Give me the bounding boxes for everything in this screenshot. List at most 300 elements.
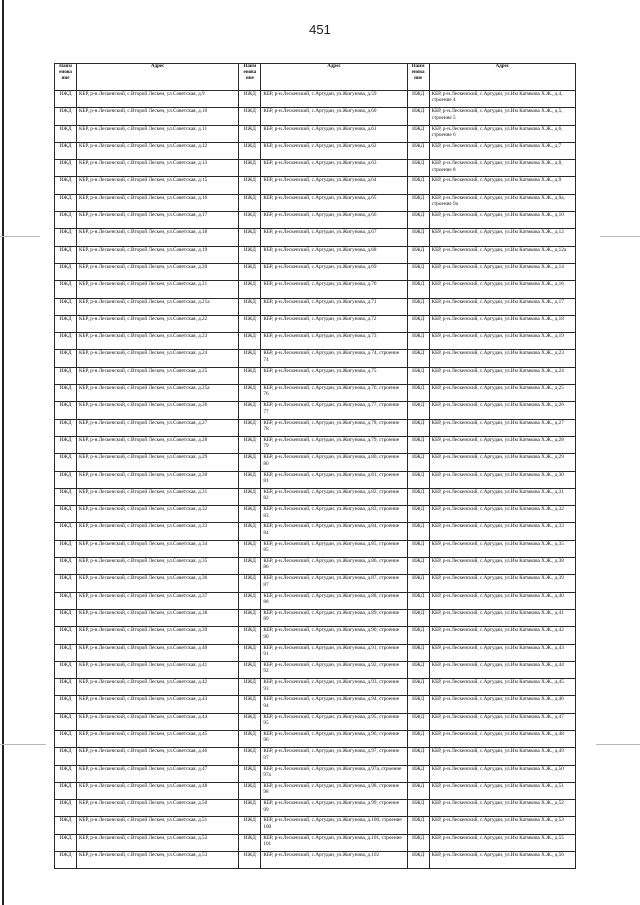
cell-type-3: ИЖД <box>407 627 429 644</box>
cell-type-2: ИЖД <box>239 488 261 505</box>
cell-address-2: КБР, р-н.Лескенский, с.Аргудан, ул.Жигунова, д.73 <box>261 333 407 350</box>
cell-type-1: ИЖД <box>55 609 77 626</box>
cell-type-2: ИЖД <box>239 540 261 557</box>
cell-type-1: ИЖД <box>55 679 77 696</box>
table-row <box>55 298 576 315</box>
cell-type-3: ИЖД <box>407 609 429 626</box>
cell-type-1: ИЖД <box>55 644 77 661</box>
cell-type-1: ИЖД <box>55 246 77 263</box>
cell-type-1: ИЖД <box>55 263 77 280</box>
cell-type-1: ИЖД <box>55 523 77 540</box>
cell-address-2: КБР, р-н.Лескенский, с.Аргудан, ул.Жигунова, д.77, строение 77 <box>261 402 407 419</box>
cell-address-1: КБР, р-н.Лескенский, с.Второй Лескен, ул.Советская, д.48 <box>77 782 239 799</box>
cell-type-2: ИЖД <box>239 730 261 747</box>
table-row <box>55 540 576 557</box>
cell-type-3: ИЖД <box>407 488 429 505</box>
cell-address-2: КБР, р-н.Лескенский, с.Аргудан, ул.Жигунова, д.82, строение 82 <box>261 488 407 505</box>
cell-address-3: КБР, р-н.Лескенский, с.Аргудан, ул.Им Катмкова Х.Ж., д.43 <box>429 644 575 661</box>
cell-address-3: КБР, р-н.Лескенский, с.Аргудан, ул.Им Катмкова Х.Ж., д.38 <box>429 558 575 575</box>
cell-type-2: ИЖД <box>239 644 261 661</box>
cell-address-3: КБР, р-н.Лескенский, с.Аргудан, ул.Им Катмкова Х.Ж., д.51 <box>429 782 575 799</box>
cell-type-3: ИЖД <box>407 644 429 661</box>
cell-type-3: ИЖД <box>407 506 429 523</box>
cell-address-3: КБР, р-н.Лескенский, с.Аргудан, ул.Им Катмкова Х.Ж., д.47 <box>429 713 575 730</box>
cell-address-2: КБР, р-н.Лескенский, с.Аргудан, ул.Жигунова, д.75 <box>261 367 407 384</box>
table-row <box>55 402 576 419</box>
table-row <box>55 592 576 609</box>
cell-address-2: КБР, р-н.Лескенский, с.Аргудан, ул.Жигунова, д.62 <box>261 142 407 159</box>
cell-type-3: ИЖД <box>407 765 429 782</box>
cell-address-3: КБР, р-н.Лескенский, с.Аргудан, ул.Им Катмкова Х.Ж., д.39 <box>429 575 575 592</box>
cell-address-1: КБР, р-н.Лескенский, с.Второй Лескен, ул.Советская, д.10 <box>77 108 239 125</box>
cell-address-1: КБР, р-н.Лескенский, с.Второй Лескен, ул.Советская, д.36 <box>77 575 239 592</box>
cell-address-1: КБР, р-н.Лескенский, с.Второй Лескен, ул.Советская, д.23 <box>77 333 239 350</box>
cell-address-3: КБР, р-н.Лескенский, с.Аргудан, ул.Им Катмкова Х.Ж., д.33 <box>429 523 575 540</box>
cell-type-1: ИЖД <box>55 298 77 315</box>
table-row <box>55 834 576 851</box>
table-row <box>55 852 576 869</box>
cell-address-2: КБР, р-н.Лескенский, с.Аргудан, ул.Жигунова, д.88, строение 88 <box>261 592 407 609</box>
cell-address-1: КБР, р-н.Лескенский, с.Второй Лескен, ул.Советская, д.9 <box>77 91 239 108</box>
cell-address-3: КБР, р-н.Лескенский, с.Аргудан, ул.Им Катмкова Х.Ж., д.30 <box>429 471 575 488</box>
cell-address-2: КБР, р-н.Лескенский, с.Аргудан, ул.Жигунова, д.83, строение 83 <box>261 506 407 523</box>
cell-type-2: ИЖД <box>239 108 261 125</box>
table-row <box>55 142 576 159</box>
cell-type-2: ИЖД <box>239 817 261 834</box>
cell-address-1: КБР, р-н.Лескенский, с.Второй Лескен, ул.Советская, д.35 <box>77 558 239 575</box>
cell-address-2: КБР, р-н.Лескенский, с.Аргудан, ул.Жигунова, д.90, строение 90 <box>261 627 407 644</box>
cell-address-2: КБР, р-н.Лескенский, с.Аргудан, ул.Жигунова, д.67 <box>261 229 407 246</box>
cell-type-2: ИЖД <box>239 852 261 869</box>
table-row <box>55 782 576 799</box>
cell-type-2: ИЖД <box>239 523 261 540</box>
cell-address-2: КБР, р-н.Лескенский, с.Аргудан, ул.Жигунова, д.79, строение 79 <box>261 436 407 453</box>
table-row <box>55 679 576 696</box>
table-row <box>55 523 576 540</box>
cell-type-3: ИЖД <box>407 661 429 678</box>
address-table <box>54 63 576 869</box>
cell-address-2: КБР, р-н.Лескенский, с.Аргудан, ул.Жигунова, д.86, строение 86 <box>261 558 407 575</box>
cell-type-1: ИЖД <box>55 471 77 488</box>
cell-address-2: КБР, р-н.Лескенский, с.Аргудан, ул.Жигунова, д.78, строение 78 <box>261 419 407 436</box>
header-type-1: Наим енова ние <box>55 64 77 91</box>
cell-address-3: КБР, р-н.Лескенский, с.Аргудан, ул.Им Катмкова Х.Ж., д.4, строение 4 <box>429 91 575 108</box>
cell-type-1: ИЖД <box>55 229 77 246</box>
cell-address-1: КБР, р-н.Лескенский, с.Второй Лескен, ул.Советская, д.19 <box>77 246 239 263</box>
table-row <box>55 367 576 384</box>
cell-address-1: КБР, р-н.Лескенский, с.Второй Лескен, ул.Советская, д.42 <box>77 679 239 696</box>
cell-address-3: КБР, р-н.Лескенский, с.Аргудан, ул.Им Катмкова Х.Ж., д.16 <box>429 281 575 298</box>
table-header-row <box>55 64 576 91</box>
cell-address-2: КБР, р-н.Лескенский, с.Аргудан, ул.Жигунова, д.68 <box>261 246 407 263</box>
cell-address-3: КБР, р-н.Лескенский, с.Аргудан, ул.Им Катмкова Х.Ж., д.40 <box>429 592 575 609</box>
cell-type-2: ИЖД <box>239 800 261 817</box>
cell-address-1: КБР, р-н.Лескенский, с.Второй Лескен, ул.Советская, д.25а <box>77 385 239 402</box>
table-row <box>55 730 576 747</box>
cell-type-3: ИЖД <box>407 817 429 834</box>
cell-type-3: ИЖД <box>407 523 429 540</box>
table-row <box>55 194 576 211</box>
cell-address-3: КБР, р-н.Лескенский, с.Аргудан, ул.Им Катмкова Х.Ж., д.28 <box>429 436 575 453</box>
cell-type-2: ИЖД <box>239 333 261 350</box>
cell-type-2: ИЖД <box>239 160 261 177</box>
cell-address-3: КБР, р-н.Лескенский, с.Аргудан, ул.Им Катмкова Х.Ж., д.7 <box>429 142 575 159</box>
cell-type-1: ИЖД <box>55 108 77 125</box>
cell-type-2: ИЖД <box>239 696 261 713</box>
cell-address-1: КБР, р-н.Лескенский, с.Второй Лескен, ул.Советская, д.26 <box>77 402 239 419</box>
header-address-3: Адрес <box>429 64 575 91</box>
cell-address-1: КБР, р-н.Лескенский, с.Второй Лескен, ул.Советская, д.16 <box>77 194 239 211</box>
cell-type-1: ИЖД <box>55 575 77 592</box>
cell-type-2: ИЖД <box>239 350 261 367</box>
table-row <box>55 800 576 817</box>
cell-address-1: КБР, р-н.Лескенский, с.Второй Лескен, ул.Советская, д.32 <box>77 506 239 523</box>
cell-type-2: ИЖД <box>239 246 261 263</box>
cell-type-3: ИЖД <box>407 160 429 177</box>
cell-type-1: ИЖД <box>55 315 77 332</box>
cell-type-2: ИЖД <box>239 212 261 229</box>
cell-address-2: КБР, р-н.Лескенский, с.Аргудан, ул.Жигунова, д.87, строение 87 <box>261 575 407 592</box>
cell-type-1: ИЖД <box>55 419 77 436</box>
cell-type-1: ИЖД <box>55 436 77 453</box>
cell-address-2: КБР, р-н.Лескенский, с.Аргудан, ул.Жигунова, д.92, строение 92 <box>261 661 407 678</box>
cell-type-3: ИЖД <box>407 367 429 384</box>
cell-type-1: ИЖД <box>55 713 77 730</box>
table-row <box>55 575 576 592</box>
cell-type-2: ИЖД <box>239 834 261 851</box>
cell-type-1: ИЖД <box>55 696 77 713</box>
table-row <box>55 506 576 523</box>
cell-address-1: КБР, р-н.Лескенский, с.Второй Лескен, ул.Советская, д.41 <box>77 661 239 678</box>
cell-address-2: КБР, р-н.Лескенский, с.Аргудан, ул.Жигунова, д.84, строение 84 <box>261 523 407 540</box>
cell-address-1: КБР, р-н.Лескенский, с.Второй Лескен, ул.Советская, д.13 <box>77 160 239 177</box>
cell-type-2: ИЖД <box>239 679 261 696</box>
cell-type-2: ИЖД <box>239 471 261 488</box>
cell-type-2: ИЖД <box>239 592 261 609</box>
cell-address-2: КБР, р-н.Лескенский, с.Аргудан, ул.Жигунова, д.66 <box>261 212 407 229</box>
cell-type-2: ИЖД <box>239 454 261 471</box>
cell-type-3: ИЖД <box>407 177 429 194</box>
cell-type-1: ИЖД <box>55 402 77 419</box>
header-type-2: Наим енова ние <box>239 64 261 91</box>
cell-address-2: КБР, р-н.Лескенский, с.Аргудан, ул.Жигунова, д.60 <box>261 108 407 125</box>
cell-address-2: КБР, р-н.Лескенский, с.Аргудан, ул.Жигунова, д.85, строение 85 <box>261 540 407 557</box>
cell-type-1: ИЖД <box>55 194 77 211</box>
table-row <box>55 229 576 246</box>
cell-type-3: ИЖД <box>407 540 429 557</box>
cell-type-2: ИЖД <box>239 281 261 298</box>
cell-address-3: КБР, р-н.Лескенский, с.Аргудан, ул.Им Катмкова Х.Ж., д.9 <box>429 177 575 194</box>
cell-type-3: ИЖД <box>407 281 429 298</box>
cell-type-3: ИЖД <box>407 91 429 108</box>
cell-address-1: КБР, р-н.Лескенский, с.Второй Лескен, ул.Советская, д.39 <box>77 627 239 644</box>
cell-address-1: КБР, р-н.Лескенский, с.Второй Лескен, ул.Советская, д.21а <box>77 298 239 315</box>
cell-address-1: КБР, р-н.Лескенский, с.Второй Лескен, ул.Советская, д.11 <box>77 125 239 142</box>
cell-address-1: КБР, р-н.Лескенский, с.Второй Лескен, ул.Советская, д.47 <box>77 765 239 782</box>
cell-address-2: КБР, р-н.Лескенский, с.Аргудан, ул.Жигунова, д.96, строение 96 <box>261 730 407 747</box>
cell-address-1: КБР, р-н.Лескенский, с.Второй Лескен, ул.Советская, д.27 <box>77 419 239 436</box>
cell-type-2: ИЖД <box>239 177 261 194</box>
cell-type-3: ИЖД <box>407 419 429 436</box>
cell-address-2: КБР, р-н.Лескенский, с.Аргудан, ул.Жигунова, д.76, строение 76 <box>261 385 407 402</box>
cell-address-3: КБР, р-н.Лескенский, с.Аргудан, ул.Им Катмкова Х.Ж., д.24 <box>429 367 575 384</box>
cell-type-2: ИЖД <box>239 298 261 315</box>
cell-type-2: ИЖД <box>239 765 261 782</box>
cell-address-3: КБР, р-н.Лескенский, с.Аргудан, ул.Им Катмкова Х.Ж., д.9а, строение 9а <box>429 194 575 211</box>
table-row <box>55 177 576 194</box>
cell-type-1: ИЖД <box>55 782 77 799</box>
cell-type-3: ИЖД <box>407 834 429 851</box>
cell-type-3: ИЖД <box>407 246 429 263</box>
cell-address-1: КБР, р-н.Лескенский, с.Второй Лескен, ул.Советская, д.43 <box>77 696 239 713</box>
cell-type-3: ИЖД <box>407 575 429 592</box>
cell-address-3: КБР, р-н.Лескенский, с.Аргудан, ул.Им Катмкова Х.Ж., д.48 <box>429 730 575 747</box>
table-row <box>55 246 576 263</box>
cell-address-2: КБР, р-н.Лескенский, с.Аргудан, ул.Жигунова, д.89, строение 89 <box>261 609 407 626</box>
cell-address-3: КБР, р-н.Лескенский, с.Аргудан, ул.Им Катмкова Х.Ж., д.56 <box>429 852 575 869</box>
cell-type-3: ИЖД <box>407 558 429 575</box>
cell-type-3: ИЖД <box>407 263 429 280</box>
cell-address-1: КБР, р-н.Лескенский, с.Второй Лескен, ул.Советская, д.21 <box>77 281 239 298</box>
table-body <box>55 91 576 869</box>
cell-address-1: КБР, р-н.Лескенский, с.Второй Лескен, ул.Советская, д.53 <box>77 852 239 869</box>
table-row <box>55 644 576 661</box>
cell-type-3: ИЖД <box>407 454 429 471</box>
cell-address-3: КБР, р-н.Лескенский, с.Аргудан, ул.Им Катмкова Х.Ж., д.8, строение 8 <box>429 160 575 177</box>
cell-address-1: КБР, р-н.Лескенский, с.Второй Лескен, ул.Советская, д.38 <box>77 609 239 626</box>
cell-address-3: КБР, р-н.Лескенский, с.Аргудан, ул.Им Катмкова Х.Ж., д.12 <box>429 229 575 246</box>
cell-type-2: ИЖД <box>239 558 261 575</box>
cell-address-2: КБР, р-н.Лескенский, с.Аргудан, ул.Жигунова, д.94, строение 94 <box>261 696 407 713</box>
cell-type-3: ИЖД <box>407 402 429 419</box>
table-row <box>55 713 576 730</box>
cell-address-2: КБР, р-н.Лескенский, с.Аргудан, ул.Жигунова, д.101, строение 101 <box>261 834 407 851</box>
table-row <box>55 315 576 332</box>
cell-type-1: ИЖД <box>55 540 77 557</box>
cell-address-2: КБР, р-н.Лескенский, с.Аргудан, ул.Жигунова, д.98, строение 98 <box>261 782 407 799</box>
cell-type-1: ИЖД <box>55 852 77 869</box>
cell-type-2: ИЖД <box>239 402 261 419</box>
table-row <box>55 609 576 626</box>
cell-type-3: ИЖД <box>407 436 429 453</box>
cell-type-1: ИЖД <box>55 125 77 142</box>
cell-type-3: ИЖД <box>407 696 429 713</box>
cell-address-2: КБР, р-н.Лескенский, с.Аргудан, ул.Жигунова, д.69 <box>261 263 407 280</box>
cell-address-3: КБР, р-н.Лескенский, с.Аргудан, ул.Им Катмкова Х.Ж., д.17 <box>429 298 575 315</box>
cell-type-1: ИЖД <box>55 800 77 817</box>
cell-type-2: ИЖД <box>239 367 261 384</box>
cell-type-2: ИЖД <box>239 142 261 159</box>
cell-type-3: ИЖД <box>407 782 429 799</box>
cell-type-3: ИЖД <box>407 730 429 747</box>
cell-address-1: КБР, р-н.Лескенский, с.Второй Лескен, ул.Советская, д.22 <box>77 315 239 332</box>
cell-address-3: КБР, р-н.Лескенский, с.Аргудан, ул.Им Катмкова Х.Ж., д.27 <box>429 419 575 436</box>
table-row <box>55 436 576 453</box>
cell-type-1: ИЖД <box>55 834 77 851</box>
cell-type-1: ИЖД <box>55 333 77 350</box>
cell-address-3: КБР, р-н.Лескенский, с.Аргудан, ул.Им Катмкова Х.Ж., д.35 <box>429 540 575 557</box>
cell-address-3: КБР, р-н.Лескенский, с.Аргудан, ул.Им Катмкова Х.Ж., д.18 <box>429 315 575 332</box>
cell-type-2: ИЖД <box>239 506 261 523</box>
cell-type-1: ИЖД <box>55 488 77 505</box>
table-row <box>55 661 576 678</box>
scan-artifact-line <box>0 236 40 237</box>
table-row <box>55 333 576 350</box>
table-row <box>55 454 576 471</box>
cell-address-3: КБР, р-н.Лескенский, с.Аргудан, ул.Им Катмкова Х.Ж., д.52 <box>429 800 575 817</box>
cell-type-2: ИЖД <box>239 748 261 765</box>
cell-type-2: ИЖД <box>239 419 261 436</box>
cell-address-2: КБР, р-н.Лескенский, с.Аргудан, ул.Жигунова, д.93, строение 93 <box>261 679 407 696</box>
scan-artifact-line <box>600 236 640 237</box>
cell-address-1: КБР, р-н.Лескенский, с.Второй Лескен, ул.Советская, д.50 <box>77 800 239 817</box>
cell-type-2: ИЖД <box>239 385 261 402</box>
cell-type-1: ИЖД <box>55 142 77 159</box>
cell-type-3: ИЖД <box>407 125 429 142</box>
cell-type-2: ИЖД <box>239 194 261 211</box>
cell-type-3: ИЖД <box>407 852 429 869</box>
cell-type-2: ИЖД <box>239 436 261 453</box>
cell-type-2: ИЖД <box>239 315 261 332</box>
cell-address-1: КБР, р-н.Лескенский, с.Второй Лескен, ул.Советская, д.15 <box>77 177 239 194</box>
header-address-2: Адрес <box>261 64 407 91</box>
cell-type-3: ИЖД <box>407 713 429 730</box>
cell-address-1: КБР, р-н.Лескенский, с.Второй Лескен, ул.Советская, д.17 <box>77 212 239 229</box>
cell-address-2: КБР, р-н.Лескенский, с.Аргудан, ул.Жигунова, д.74, строение 74 <box>261 350 407 367</box>
cell-type-1: ИЖД <box>55 558 77 575</box>
header-type-3: Наим енова ние <box>407 64 429 91</box>
cell-address-2: КБР, р-н.Лескенский, с.Аргудан, ул.Жигунова, д.91, строение 91 <box>261 644 407 661</box>
cell-type-1: ИЖД <box>55 367 77 384</box>
cell-type-2: ИЖД <box>239 91 261 108</box>
cell-address-3: КБР, р-н.Лескенский, с.Аргудан, ул.Им Катмкова Х.Ж., д.5, строение 5 <box>429 108 575 125</box>
cell-address-3: КБР, р-н.Лескенский, с.Аргудан, ул.Им Катмкова Х.Ж., д.19 <box>429 333 575 350</box>
table-row <box>55 817 576 834</box>
cell-type-1: ИЖД <box>55 661 77 678</box>
cell-type-2: ИЖД <box>239 229 261 246</box>
cell-address-2: КБР, р-н.Лескенский, с.Аргудан, ул.Жигунова, д.100, строение 100 <box>261 817 407 834</box>
cell-type-1: ИЖД <box>55 177 77 194</box>
cell-address-1: КБР, р-н.Лескенский, с.Второй Лескен, ул.Советская, д.46 <box>77 748 239 765</box>
cell-type-3: ИЖД <box>407 350 429 367</box>
table-row <box>55 748 576 765</box>
cell-type-2: ИЖД <box>239 782 261 799</box>
cell-address-2: КБР, р-н.Лескенский, с.Аргудан, ул.Жигунова, д.59 <box>261 91 407 108</box>
cell-address-3: КБР, р-н.Лескенский, с.Аргудан, ул.Им Катмкова Х.Ж., д.53 <box>429 817 575 834</box>
cell-address-3: КБР, р-н.Лескенский, с.Аргудан, ул.Им Катмкова Х.Ж., д.41 <box>429 609 575 626</box>
cell-address-2: КБР, р-н.Лескенский, с.Аргудан, ул.Жигунова, д.81, строение 81 <box>261 471 407 488</box>
cell-address-1: КБР, р-н.Лескенский, с.Второй Лескен, ул.Советская, д.29 <box>77 454 239 471</box>
table-row <box>55 471 576 488</box>
cell-address-2: КБР, р-н.Лескенский, с.Аргудан, ул.Жигунова, д.64 <box>261 177 407 194</box>
cell-type-2: ИЖД <box>239 713 261 730</box>
cell-type-2: ИЖД <box>239 125 261 142</box>
cell-type-3: ИЖД <box>407 333 429 350</box>
cell-address-3: КБР, р-н.Лескенский, с.Аргудан, ул.Им Катмкова Х.Ж., д.10 <box>429 212 575 229</box>
cell-type-3: ИЖД <box>407 212 429 229</box>
cell-address-1: КБР, р-н.Лескенский, с.Второй Лескен, ул.Советская, д.24 <box>77 350 239 367</box>
cell-address-3: КБР, р-н.Лескенский, с.Аргудан, ул.Им Катмкова Х.Ж., д.12а <box>429 246 575 263</box>
cell-address-3: КБР, р-н.Лескенский, с.Аргудан, ул.Им Катмкова Х.Ж., д.23 <box>429 350 575 367</box>
cell-address-3: КБР, р-н.Лескенский, с.Аргудан, ул.Им Катмкова Х.Ж., д.31 <box>429 488 575 505</box>
cell-type-3: ИЖД <box>407 315 429 332</box>
cell-address-2: КБР, р-н.Лескенский, с.Аргудан, ул.Жигунова, д.80, строение 80 <box>261 454 407 471</box>
page-number: 451 <box>309 22 331 37</box>
cell-type-1: ИЖД <box>55 748 77 765</box>
cell-address-2: КБР, р-н.Лескенский, с.Аргудан, ул.Жигунова, д.72 <box>261 315 407 332</box>
cell-address-1: КБР, р-н.Лескенский, с.Второй Лескен, ул.Советская, д.31 <box>77 488 239 505</box>
table-row <box>55 281 576 298</box>
cell-type-1: ИЖД <box>55 281 77 298</box>
cell-address-2: КБР, р-н.Лескенский, с.Аргудан, ул.Жигунова, д.70 <box>261 281 407 298</box>
cell-address-2: КБР, р-н.Лескенский, с.Аргудан, ул.Жигунова, д.99, строение 99 <box>261 800 407 817</box>
cell-type-3: ИЖД <box>407 108 429 125</box>
cell-address-3: КБР, р-н.Лескенский, с.Аргудан, ул.Им Катмкова Х.Ж., д.6, строение 6 <box>429 125 575 142</box>
cell-address-1: КБР, р-н.Лескенский, с.Второй Лескен, ул.Советская, д.37 <box>77 592 239 609</box>
cell-type-1: ИЖД <box>55 627 77 644</box>
table-row <box>55 627 576 644</box>
cell-type-3: ИЖД <box>407 679 429 696</box>
cell-address-3: КБР, р-н.Лескенский, с.Аргудан, ул.Им Катмкова Х.Ж., д.49 <box>429 748 575 765</box>
cell-type-1: ИЖД <box>55 385 77 402</box>
cell-address-1: КБР, р-н.Лескенский, с.Второй Лескен, ул.Советская, д.44 <box>77 713 239 730</box>
cell-type-1: ИЖД <box>55 350 77 367</box>
table-row <box>55 385 576 402</box>
cell-type-1: ИЖД <box>55 160 77 177</box>
cell-type-3: ИЖД <box>407 142 429 159</box>
cell-address-2: КБР, р-н.Лескенский, с.Аргудан, ул.Жигунова, д.65 <box>261 194 407 211</box>
cell-address-1: КБР, р-н.Лескенский, с.Второй Лескен, ул.Советская, д.52 <box>77 834 239 851</box>
table-row <box>55 263 576 280</box>
table-row <box>55 419 576 436</box>
cell-type-2: ИЖД <box>239 575 261 592</box>
cell-type-2: ИЖД <box>239 661 261 678</box>
cell-type-2: ИЖД <box>239 263 261 280</box>
cell-type-3: ИЖД <box>407 194 429 211</box>
scan-artifact-line <box>0 744 46 745</box>
cell-type-1: ИЖД <box>55 454 77 471</box>
cell-type-1: ИЖД <box>55 592 77 609</box>
cell-address-3: КБР, р-н.Лескенский, с.Аргудан, ул.Им Катмкова Х.Ж., д.44 <box>429 661 575 678</box>
scan-artifact-line <box>596 744 640 745</box>
cell-address-1: КБР, р-н.Лескенский, с.Второй Лескен, ул.Советская, д.20 <box>77 263 239 280</box>
cell-type-3: ИЖД <box>407 592 429 609</box>
table-row <box>55 125 576 142</box>
cell-type-1: ИЖД <box>55 506 77 523</box>
cell-address-1: КБР, р-н.Лескенский, с.Второй Лескен, ул.Советская, д.33 <box>77 523 239 540</box>
header-address-1: Адрес <box>77 64 239 91</box>
cell-type-3: ИЖД <box>407 471 429 488</box>
cell-type-1: ИЖД <box>55 730 77 747</box>
cell-type-3: ИЖД <box>407 298 429 315</box>
cell-address-2: КБР, р-н.Лескенский, с.Аргудан, ул.Жигунова, д.63 <box>261 160 407 177</box>
cell-address-3: КБР, р-н.Лескенский, с.Аргудан, ул.Им Катмкова Х.Ж., д.42 <box>429 627 575 644</box>
cell-address-1: КБР, р-н.Лескенский, с.Второй Лескен, ул.Советская, д.34 <box>77 540 239 557</box>
table-row <box>55 350 576 367</box>
cell-type-1: ИЖД <box>55 212 77 229</box>
scan-edge-line <box>2 0 4 905</box>
cell-type-2: ИЖД <box>239 609 261 626</box>
cell-address-2: КБР, р-н.Лескенский, с.Аргудан, ул.Жигунова, д.95, строение 95 <box>261 713 407 730</box>
cell-address-1: КБР, р-н.Лескенский, с.Второй Лескен, ул.Советская, д.28 <box>77 436 239 453</box>
cell-address-3: КБР, р-н.Лескенский, с.Аргудан, ул.Им Катмкова Х.Ж., д.29 <box>429 454 575 471</box>
cell-address-2: КБР, р-н.Лескенский, с.Аргудан, ул.Жигунова, д.71 <box>261 298 407 315</box>
cell-type-1: ИЖД <box>55 765 77 782</box>
cell-address-3: КБР, р-н.Лескенский, с.Аргудан, ул.Им Катмкова Х.Ж., д.50 <box>429 765 575 782</box>
cell-type-2: ИЖД <box>239 627 261 644</box>
cell-address-1: КБР, р-н.Лескенский, с.Второй Лескен, ул.Советская, д.40 <box>77 644 239 661</box>
cell-address-2: КБР, р-н.Лескенский, с.Аргудан, ул.Жигунова, д.97а, строение 97а <box>261 765 407 782</box>
